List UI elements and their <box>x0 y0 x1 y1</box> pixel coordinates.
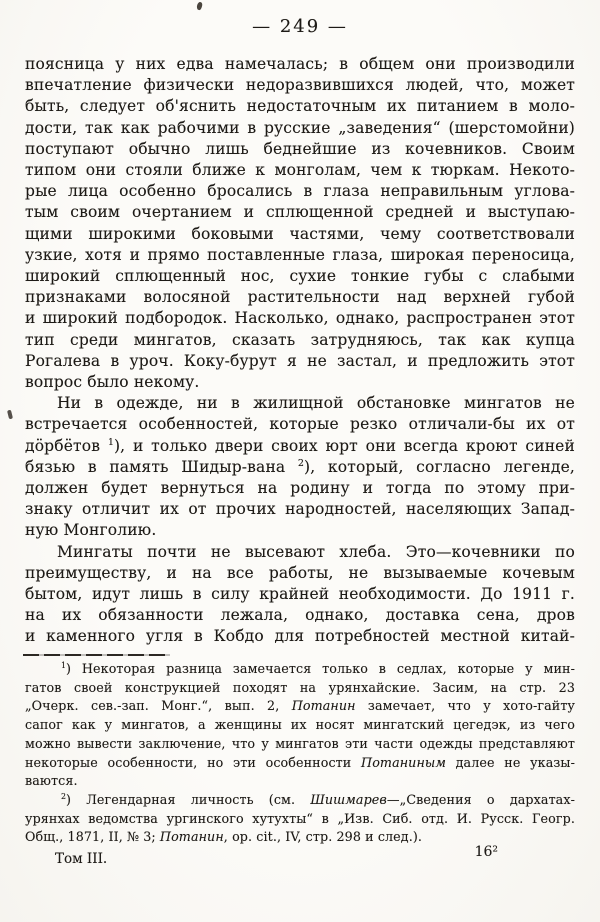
text-line: $^2$) Легендарная личность (см. Шишмарев—„Сведения о дархатах- <box>61 791 575 807</box>
text-line: щими широкими боковыми частями, чему соответствовали <box>25 224 575 243</box>
text-line: быть, следует об'яснить недостаточным их питанием в моло- <box>25 97 575 116</box>
text-line: Рогалева в уроч. Коку-бурут я не застал, и предложить этот <box>25 351 575 370</box>
text-line: бытом, идут лишь в силу крайней необходимости. До 1911 г. <box>25 585 575 604</box>
body-text <box>25 54 575 648</box>
text-line: урянхах ведомства ургинского хутухты“ в „Изв. Сиб. отд. И. Русск. Геогр. <box>25 810 575 826</box>
text-line: типом они стояли ближе к монголам, чем к тюркам. Некото- <box>25 161 575 180</box>
text-line: широкий сплющенный нос, сухие тонкие губы с слабыми <box>25 267 575 286</box>
text-line: знаку отличит их от прочих народностей, населяющих Запад- <box>25 500 575 519</box>
text-line: дöрбётов $^1$), и только двери своих юрт они всегда кроют синей <box>25 436 575 455</box>
text-line: Ни в одежде, ни в жилищной обстановке мингатов не <box>57 394 575 413</box>
footnote <box>25 791 575 847</box>
footnote-ref: 1 <box>61 660 67 670</box>
footnote-ref: 2 <box>297 457 305 469</box>
text-line: на их обязанности лежала, однако, доставка сена, дров <box>25 606 575 625</box>
text-line: и широкий подбородок. Насколько, однако, распространен этот <box>25 309 575 328</box>
text-line: гатов своей конструкцией походят на урянхайские. Засим, на стр. 23 <box>25 679 575 695</box>
footnote-ref: 2 <box>61 791 67 801</box>
text-line: тым своим очертанием и сплющенной средней и выступаю- <box>25 203 575 222</box>
page-footer <box>25 844 575 874</box>
text-line: сапог как у мингатов, а женщины их носят мингатский цегедэк, из чего <box>25 717 575 733</box>
signature-mark: 16² <box>474 844 498 860</box>
scan-speck <box>196 1 203 10</box>
text-line: „Очерк. сев.-зап. Монг.“, вып. 2, Потанин замечает, что у хото-гайту <box>25 698 575 714</box>
text-line: ную Монголию. <box>25 521 157 540</box>
paragraph <box>25 542 575 648</box>
text-line: должен будет вернуться на родину и тогда по этому при- <box>25 479 575 498</box>
volume-label: Том III. <box>55 851 108 867</box>
paragraph <box>25 393 575 541</box>
scan-speck <box>7 410 13 420</box>
text-line: признаками волосяной растительности над верхней губой <box>25 288 575 307</box>
footnotes <box>25 660 575 847</box>
text-line: встречается особенностей, которые резко отличали-бы их от <box>25 415 575 434</box>
footnote-separator <box>23 654 170 656</box>
text-line: Общ., 1871, II, № 3; Потанин, op. cit., IV, стр. 298 и след.). <box>25 829 423 845</box>
text-line: вопрос было некому. <box>25 373 200 392</box>
text-line: преимуществу, и на все работы, не вызываемые кочевым <box>25 563 575 582</box>
page-number: — 249 — <box>252 16 348 37</box>
paragraph <box>25 54 575 393</box>
italic-text: Потаниным <box>361 754 446 770</box>
text-line: ваются. <box>25 773 78 789</box>
footnote-ref: 1 <box>107 436 114 448</box>
text-line: впечатление физически недоразвившихся людей, что, может <box>25 76 575 95</box>
text-line: можно вывести заключение, что у мингатов эти части одежды представляют <box>25 735 575 751</box>
text-line: поступают обычно лишь беднейшие из кочевников. Своим <box>25 139 575 158</box>
text-line: и каменного угля в Кобдо для потребностей местной китай- <box>25 627 575 646</box>
text-line: Мингаты почти не высевают хлеба. Это—кочевники по <box>57 542 575 561</box>
text-line: некоторые особенности, но эти особенности Потаниным далее не указы- <box>25 754 575 770</box>
italic-text: Потанин <box>291 698 356 714</box>
text-line: узкие, хотя и прямо поставленные глаза, широкая переносица, <box>25 245 575 264</box>
italic-text: Потанин <box>159 829 224 845</box>
text-line: бязью в память Шидыр-вана $^2$), который, согласно легенде, <box>25 457 575 476</box>
italic-text: Шишмарев <box>310 791 387 807</box>
text-line: поясница у них едва намечалась; в общем они производили <box>25 55 575 73</box>
text-line: тип среди мингатов, сказать затрудняюсь, так как купца <box>25 330 575 349</box>
text-line: $^1$) Некоторая разница замечается только в седлах, которые у мин- <box>61 660 575 676</box>
text-line: рые лица особенно бросались в глаза неправильным углова- <box>25 182 575 201</box>
footnote <box>25 660 575 791</box>
text-line: дости, так как рабочими в русские „заведения“ (шерстомойни) <box>25 118 575 137</box>
